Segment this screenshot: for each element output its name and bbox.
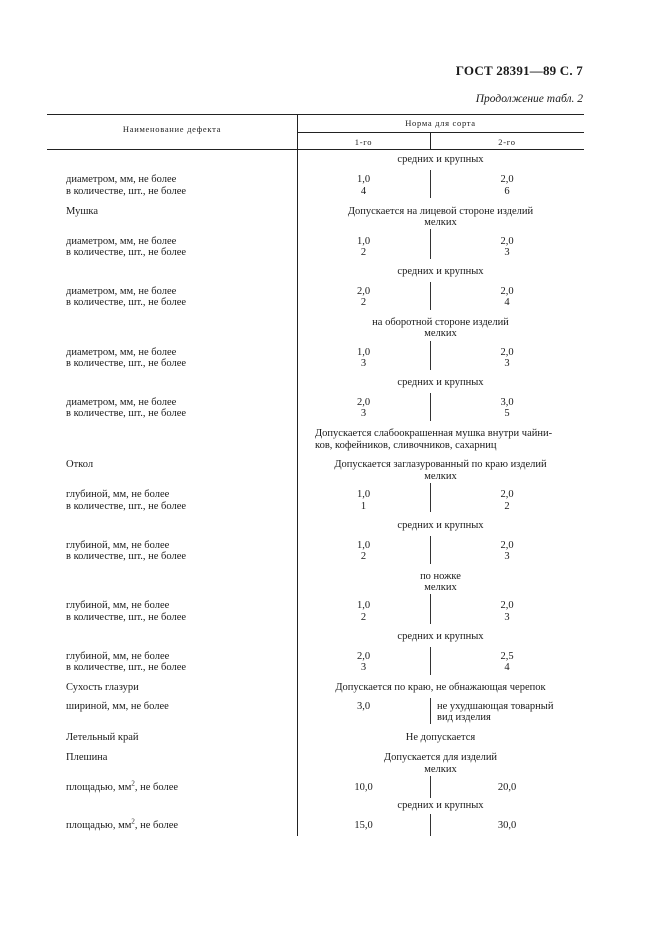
value-sort2-line2: вид изделия [437,712,491,723]
value-sort1-b: 2 [360,297,367,308]
value-sort1-b: 2 [360,247,367,258]
group-small-title: мелких [424,217,457,228]
defect-name-mushka: Мушка [66,206,99,217]
row-label-diameter: диаметром, мм, не более [66,236,177,247]
group-medium-large-title: средних и крупных [397,266,484,277]
value-sort1-a: 2,0 [356,397,371,408]
row-label-depth: глубиной, мм, не более [66,489,170,500]
row-label-diameter: диаметром, мм, не более [66,286,177,297]
sort-separator [430,814,431,836]
value-sort2-b: 5 [504,408,510,419]
defect-name-bald-spot: Плешина [66,752,108,763]
sort-separator [430,170,431,198]
group-medium-large-title: средних и крупных [397,154,484,165]
value-sort1-a: 1,0 [356,236,371,247]
header-norm-for-sort: Норма для сорта [405,118,476,128]
row-label-depth: глубиной, мм, не более [66,540,170,551]
note-inside-teapots-line2: ков, кофейников, сливочников, сахарниц [315,440,497,451]
value-sort2-b: 3 [504,612,510,623]
value-sort1-a: 1,0 [356,600,371,611]
value-sort1-b: 1 [360,501,367,512]
sort-separator [430,282,431,310]
note-inside-teapots-line1: Допускается слабоокрашенная мушка внутри чайни- [315,428,553,439]
group-small-title: мелких [424,582,457,593]
row-label-diameter: диаметром, мм, не более [66,174,177,185]
value-sort1: 10,0 [354,782,373,793]
value-sort2-b: 3 [504,358,510,369]
value-sort2-a: 2,0 [500,347,514,358]
sort-separator [430,229,431,259]
value-sort1-b: 4 [360,186,367,197]
sort-separator [430,776,431,798]
value-sort2-a: 3,0 [500,397,514,408]
note-not-allowed: Не допускается [405,732,476,743]
value-sort2-b: 4 [504,297,510,308]
value-sort2-b: 2 [504,501,510,512]
defect-name-dry-glaze: Сухость глазури [66,682,139,693]
area-label-tail: , не более [134,820,179,831]
note-back-side: на оборотной стороне изделий [372,317,509,328]
document-title: ГОСТ 28391—89 С. 7 [455,63,583,78]
header-mid-rule [297,132,584,133]
value-sort2-a: 2,0 [500,236,514,247]
value-sort1-a: 2,0 [356,286,371,297]
row-label-depth: глубиной, мм, не более [66,651,170,662]
value-sort2-b: 6 [504,186,510,197]
row-label-quantity: в количестве, шт., не более [66,662,187,673]
row-label-quantity: в количестве, шт., не более [66,551,187,562]
value-sort2-a: 2,0 [500,540,514,551]
value-sort2-a: 2,0 [500,286,514,297]
value-sort1-a: 1,0 [356,174,371,185]
group-medium-large-title: средних и крупных [397,377,484,388]
note-front-side: Допускается на лицевой стороне изделий [347,206,534,217]
area-unit-exponent: 2 [131,779,135,788]
area-label-tail: , не более [134,782,179,793]
value-sort1-a: 1,0 [356,347,371,358]
row-label-width: шириной, мм, не более [66,701,169,712]
value-sort2-b: 3 [504,247,510,258]
header-bottom-rule [47,149,584,150]
value-sort2-line1: не ухудшающая товарный [437,701,554,712]
table-continuation-note: Продолжение табл. 2 [475,93,583,105]
area-label-text: площадью, мм [66,782,132,793]
table-top-rule [47,114,584,115]
group-small-title: мелких [424,764,457,775]
sort-separator [430,483,431,512]
note-by-foot: по ножке [420,571,461,582]
group-medium-large-title: средних и крупных [397,800,484,811]
note-glazed-edge: Допускается заглазурованный по краю изделий [334,459,547,470]
row-label-area [66,817,179,832]
value-sort1: 15,0 [354,820,373,831]
value-sort2-a: 2,0 [500,174,514,185]
sort-separator [430,341,431,370]
header-sort-2: 2-го [498,137,516,147]
value-sort1-a: 2,0 [356,651,371,662]
row-label-diameter: диаметром, мм, не более [66,397,177,408]
value-sort2-a: 2,5 [500,651,514,662]
row-label-quantity: в количестве, шт., не более [66,297,187,308]
value-sort2: 20,0 [497,782,517,793]
value-sort1: 3,0 [356,701,371,712]
defect-name-otkol: Откол [66,459,94,470]
sort-separator [430,536,431,564]
value-sort2-a: 2,0 [500,489,514,500]
value-sort1-b: 3 [360,662,367,673]
sort-separator [430,698,431,724]
row-label-quantity: в количестве, шт., не более [66,358,187,369]
row-label-quantity: в количестве, шт., не более [66,247,187,258]
note-edge-no-bare: Допускается по краю, не обнажающая черепок [335,682,546,693]
header-defect-name: Наименование дефекта [122,124,222,134]
row-label-quantity: в количестве, шт., не более [66,408,187,419]
value-sort2-b: 4 [504,662,510,673]
value-sort1-a: 1,0 [356,540,371,551]
area-label-text: площадью, мм [66,820,132,831]
row-label-area [66,779,179,794]
row-label-quantity: в количестве, шт., не более [66,612,187,623]
note-allowed-for-items: Допускается для изделий [383,752,498,763]
value-sort1-b: 3 [360,408,367,419]
value-sort2: 30,0 [497,820,517,831]
group-small-title: мелких [424,328,457,339]
row-label-depth: глубиной, мм, не более [66,600,170,611]
header-sort-1: 1-го [354,137,373,147]
area-unit-exponent: 2 [131,817,135,826]
value-sort1-a: 1,0 [356,489,371,500]
group-medium-large-title: средних и крупных [397,631,484,642]
value-sort2-b: 3 [504,551,510,562]
row-label-quantity: в количестве, шт., не более [66,186,187,197]
value-sort2-a: 2,0 [500,600,514,611]
value-sort1-b: 2 [360,612,367,623]
row-label-quantity: в количестве, шт., не более [66,501,187,512]
group-medium-large-title: средних и крупных [397,520,484,531]
value-sort1-b: 3 [360,358,367,369]
sort-separator [430,393,431,421]
sort-separator [430,594,431,624]
defect-name-flying-edge: Летельный край [66,732,139,743]
value-sort1-b: 2 [360,551,367,562]
sort-separator [430,647,431,675]
group-small-title: мелких [424,471,457,482]
row-label-diameter: диаметром, мм, не более [66,347,177,358]
